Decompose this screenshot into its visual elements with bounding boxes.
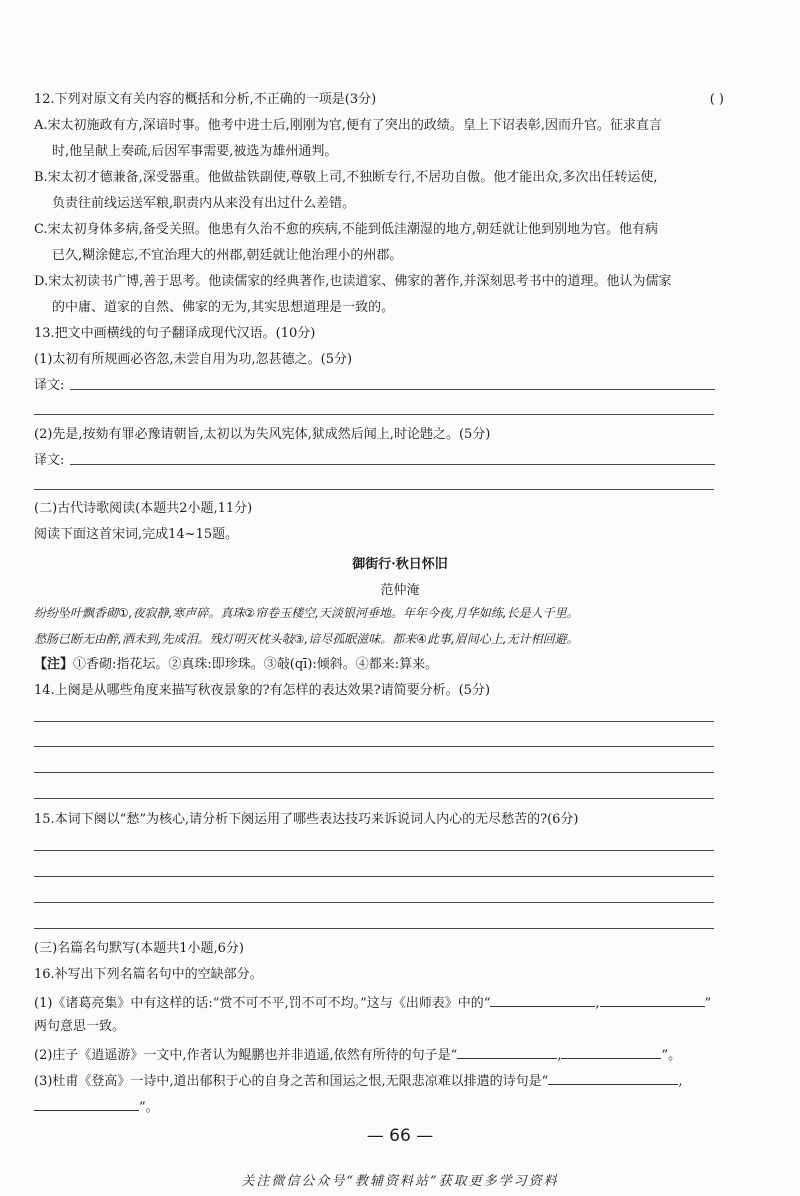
section3-heading: (三)名篇名句默写(本题共1小题,6分)	[34, 941, 244, 956]
footer-note: 关注微信公众号“教辅资料站”获取更多学习资料	[241, 1174, 559, 1189]
answer-line[interactable]	[34, 772, 714, 773]
fill-blank[interactable]	[561, 1044, 661, 1059]
q12-option-a-line1: A.宋太初施政有方,深谙时事。他考中进士后,刚刚为官,便有了突出的政绩。皇上下诏表彰,因而升官。征求直言	[34, 118, 663, 133]
q16-item-2-text: (2)庄子《逍遥游》一文中,作者认为鲲鹏也并非逍遥,依然有所待的句子是“	[34, 1048, 458, 1063]
q12-option-d-line2: 的中庸、道家的自然、佛家的无为,其实思想道理是一致的。	[52, 300, 395, 315]
section2-intro: 阅读下面这首宋词,完成14~15题。	[34, 527, 239, 542]
q16-item-1	[34, 992, 724, 1013]
q16-item-2-comma: ,	[557, 1048, 562, 1063]
q14-stem: 14.上阕是从哪些角度来描写秋夜景象的?有怎样的表达效果?请简要分析。(5分)	[34, 683, 491, 698]
poem-author: 范仲淹	[380, 583, 420, 598]
fill-blank[interactable]	[457, 1044, 557, 1059]
section2-heading: (二)古代诗歌阅读(本题共2小题,11分)	[34, 501, 253, 516]
q13-stem: 13.把文中画横线的句子翻译成现代汉语。(10分)	[34, 326, 316, 341]
q16-item-3-text: (3)杜甫《登高》一诗中,道出郁积于心的自身之苦和国运之恨,无限悲凉难以排遣的诗句是“	[34, 1074, 549, 1089]
note-text: ①香砌:指花坛。②真珠:即珍珠。③敧(qī):倾斜。④都来:算来。	[73, 657, 439, 672]
answer-line[interactable]	[34, 876, 714, 877]
answer-line[interactable]	[34, 721, 714, 722]
poem-title: 御街行·秋日怀旧	[352, 557, 448, 572]
page-number: — 66 —	[366, 1126, 434, 1146]
q16-item-2-quote: ”。	[661, 1048, 682, 1063]
q12-option-c-line1: C.宋太初身体多病,备受关照。他患有久治不愈的疾病,不能到低洼潮湿的地方,朝廷就让他到别地为官。他有病	[34, 222, 659, 237]
q12-option-d-line1: D.宋太初读书广博,善于思考。他读儒家的经典著作,也读道家、佛家的著作,并深刻思考书中的道理。他认为儒家	[34, 274, 672, 289]
q16-item-3-comma: ,	[678, 1074, 683, 1089]
translation-label-1: 译文:	[34, 378, 65, 393]
answer-line[interactable]	[34, 746, 714, 747]
q16-item-3-quote: ”。	[139, 1100, 159, 1115]
q16-item-1-comma: ,	[595, 996, 600, 1011]
answer-line[interactable]	[34, 850, 714, 851]
answer-line[interactable]	[34, 489, 714, 490]
q16-item-1-cont: 两句意思一致。	[34, 1019, 126, 1034]
answer-line[interactable]	[34, 928, 714, 929]
q12-stem	[34, 91, 724, 109]
poem-notes	[34, 656, 724, 674]
answer-line[interactable]	[70, 389, 715, 390]
q12-option-b-line2: 负责往前线运送军粮,职责内从来没有出过什么差错。	[52, 196, 356, 211]
answer-line[interactable]	[34, 414, 714, 415]
note-tag: 【注】	[34, 657, 74, 672]
answer-bracket: ( )	[709, 92, 724, 107]
q12-option-b-line1: B.宋太初才德兼备,深受器重。他做盐铁副使,尊敬上司,不独断专行,不居功自傲。他才能出众,多次出任转运使,	[34, 170, 658, 185]
q16-item-2	[34, 1044, 724, 1065]
q16-item-3	[34, 1070, 724, 1091]
q12-stem-text: 12.下列对原文有关内容的概括和分析,不正确的一项是(3分)	[34, 92, 377, 107]
answer-line[interactable]	[34, 902, 714, 903]
q12-option-c-line2: 已久,糊涂健忘,不宜治理大的州郡,朝廷就让他治理小的州郡。	[52, 248, 403, 263]
answer-line[interactable]	[34, 798, 714, 799]
q16-stem: 16.补写出下列名篇名句中的空缺部分。	[34, 967, 263, 982]
fill-blank[interactable]	[600, 992, 705, 1007]
q16-item-3-cont	[34, 1096, 724, 1117]
answer-line[interactable]	[70, 464, 715, 465]
q12-option-a-line2: 时,他呈献上奏疏,后因军事需要,被选为雄州通判。	[52, 144, 338, 159]
q13-sentence-2: (2)先是,按劾有罪必豫请朝旨,太初以为失风宪体,狱成然后闻上,时论韪之。(5分)	[34, 427, 491, 442]
q16-item-1-text: (1)《诸葛亮集》中有这样的话:“赏不可不平,罚不可不均。”这与《出师表》中的“	[34, 996, 491, 1011]
fill-blank[interactable]	[34, 1096, 139, 1111]
q15-stem: 15.本词下阕以“愁”为核心,请分析下阕运用了哪些表达技巧来诉说词人内心的无尽愁苦的?(6分)	[34, 812, 579, 827]
translation-label-2: 译文:	[34, 453, 65, 468]
poem-line-2: 愁肠已断无由醉,酒未到,先成泪。残灯明灭枕头敧③,谙尽孤眠滋味。都来④此事,眉间心上,无计相回避。	[34, 632, 579, 646]
poem-line-1: 纷纷坠叶飘香砌①,夜寂静,寒声碎。真珠②帘卷玉楼空,天淡银河垂地。年年今夜,月华如练,长是人千里。	[34, 606, 579, 620]
fill-blank[interactable]	[490, 992, 595, 1007]
q13-sentence-1: (1)太初有所规画必咨忽,未尝自用为功,忽甚德之。(5分)	[34, 352, 353, 367]
fill-blank[interactable]	[548, 1070, 678, 1085]
q16-item-1-quote: ”	[704, 996, 712, 1011]
